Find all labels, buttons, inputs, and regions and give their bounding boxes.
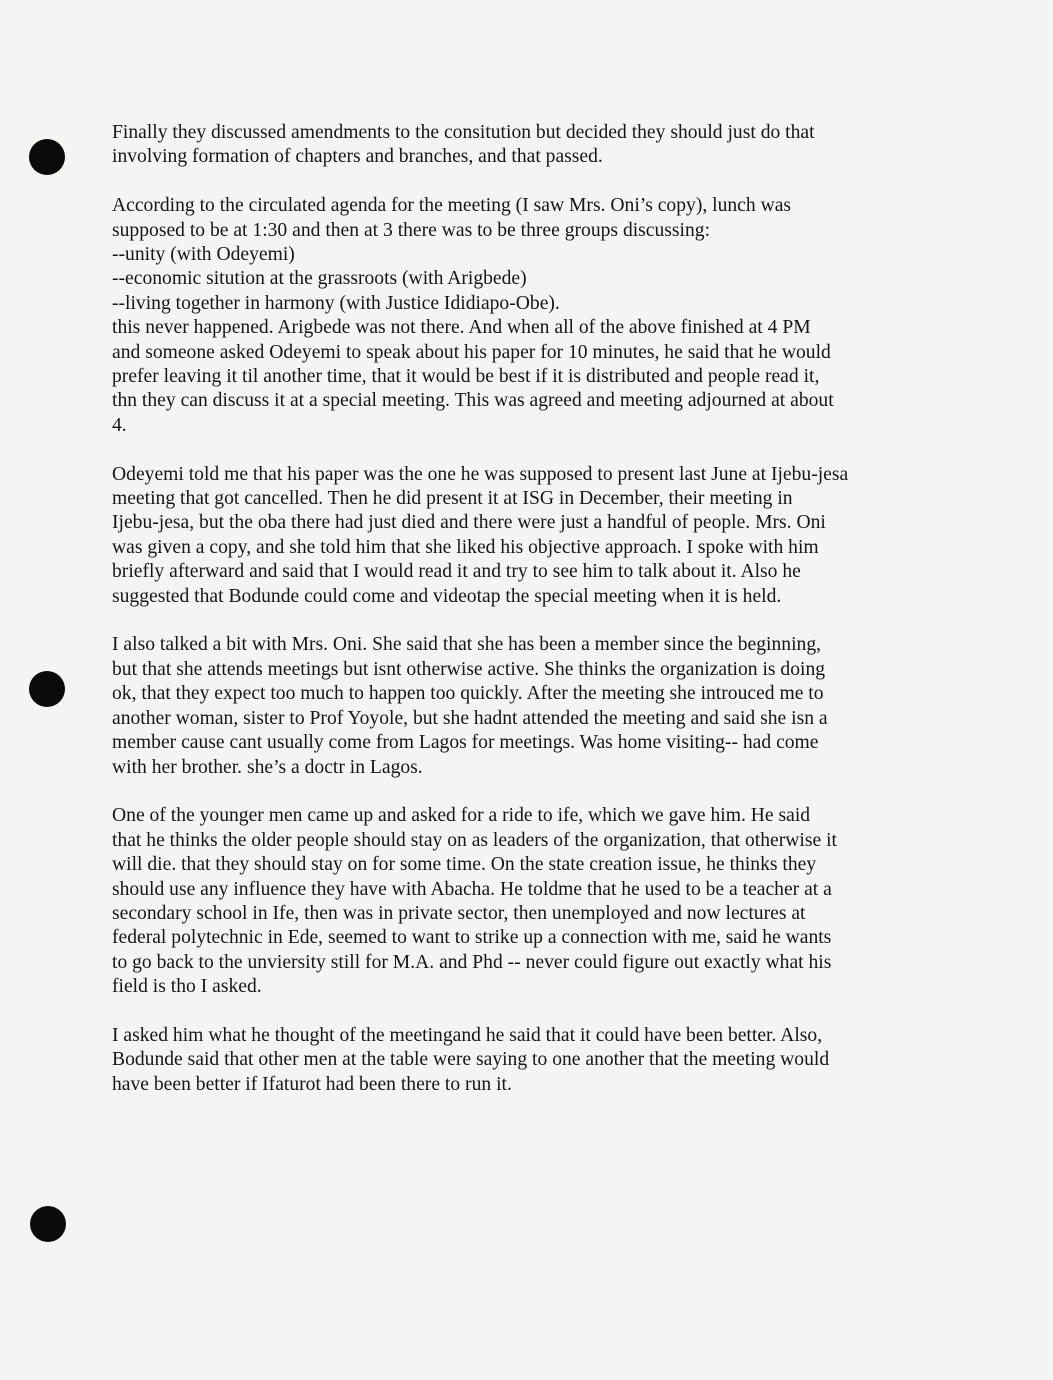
punch-hole-middle [29, 671, 65, 707]
text-line: Odeyemi told me that his paper was the one he was supposed to present last June at Ijebu-jesa [112, 463, 849, 485]
text-line: Bodunde said that other men at the table were saying to one another that the meeting would [112, 1049, 830, 1071]
punch-hole-top [29, 139, 65, 175]
text-line: another woman, sister to Prof Yoyole, but she hadnt attended the meeting and said she isn a [112, 707, 828, 729]
paragraph-odeyemi-paper [112, 463, 932, 609]
paragraph-agenda [112, 194, 932, 438]
text-line: I also talked a bit with Mrs. Oni. She said that she has been a member since the beginning, [112, 634, 822, 656]
text-line: was given a copy, and she told him that she liked his objective approach. I spoke with him [112, 536, 819, 558]
text-line: field is tho I asked. [112, 976, 262, 998]
text-line: supposed to be at 1:30 and then at 3 there was to be three groups discussing: [112, 219, 711, 241]
punch-hole-bottom [30, 1206, 66, 1242]
text-line: this never happened. Arigbede was not there. And when all of the above finished at 4 PM [112, 317, 811, 339]
text-line: 4. [112, 414, 127, 436]
paragraph-younger-man [112, 804, 932, 999]
paragraph-meeting-opinion [112, 1024, 932, 1097]
agenda-item: --unity (with Odeyemi) [112, 244, 295, 266]
text-line: I asked him what he thought of the meetingand he said that it could have been better. Also, [112, 1024, 823, 1046]
text-line: but that she attends meetings but isnt otherwise active. She thinks the organization is doing [112, 658, 826, 680]
text-line: federal polytechnic in Ede, seemed to want to strike up a connection with me, said he wants [112, 927, 832, 949]
text-line: briefly afterward and said that I would read it and try to see him to talk about it. Also he [112, 561, 801, 583]
text-line: have been better if Ifaturot had been there to run it. [112, 1073, 512, 1095]
text-line: will die. that they should stay on for some time. On the state creation issue, he thinks they [112, 854, 817, 876]
text-line: ok, that they expect too much to happen too quickly. After the meeting she introuced me to [112, 683, 824, 705]
document-body [112, 121, 932, 1122]
agenda-item: --economic sitution at the grassroots (with Arigbede) [112, 268, 527, 290]
text-line: that he thinks the older people should stay on as leaders of the organization, that otherwise it [112, 829, 837, 851]
text-line: and someone asked Odeyemi to speak about his paper for 10 minutes, he said that he would [112, 341, 831, 363]
text-line: to go back to the unviersity still for M.A. and Phd -- never could figure out exactly what his [112, 951, 832, 973]
text-line: prefer leaving it til another time, that it would be best if it is distributed and people read it, [112, 366, 820, 388]
text-line: Finally they discussed amendments to the consitution but decided they should just do that [112, 122, 815, 143]
text-line: suggested that Bodunde could come and videotap the special meeting when it is held. [112, 585, 782, 607]
text-line: One of the younger men came up and asked for a ride to ife, which we gave him. He said [112, 805, 811, 827]
text-line: secondary school in Ife, then was in private sector, then unemployed and now lectures at [112, 902, 806, 924]
text-line: meeting that got cancelled. Then he did present it at ISG in December, their meeting in [112, 488, 793, 510]
text-line: should use any influence they have with Abacha. He toldme that he used to be a teacher at a [112, 878, 832, 900]
text-line: involving formation of chapters and branches, and that passed. [112, 146, 603, 168]
text-line: Ijebu-jesa, but the oba there had just died and there were just a handful of people. Mrs. Oni [112, 512, 826, 534]
agenda-item: --living together in harmony (with Justice Ididiapo-Obe). [112, 292, 560, 314]
paragraph-constitution-amendments [112, 121, 932, 170]
text-line: with her brother. she’s a doctr in Lagos. [112, 756, 423, 778]
text-line: thn they can discuss it at a special meeting. This was agreed and meeting adjourned at about [112, 390, 834, 412]
text-line: According to the circulated agenda for the meeting (I saw Mrs. Oni’s copy), lunch was [112, 195, 792, 217]
paragraph-mrs-oni [112, 633, 932, 779]
text-line: member cause cant usually come from Lagos for meetings. Was home visiting-- had come [112, 732, 819, 754]
